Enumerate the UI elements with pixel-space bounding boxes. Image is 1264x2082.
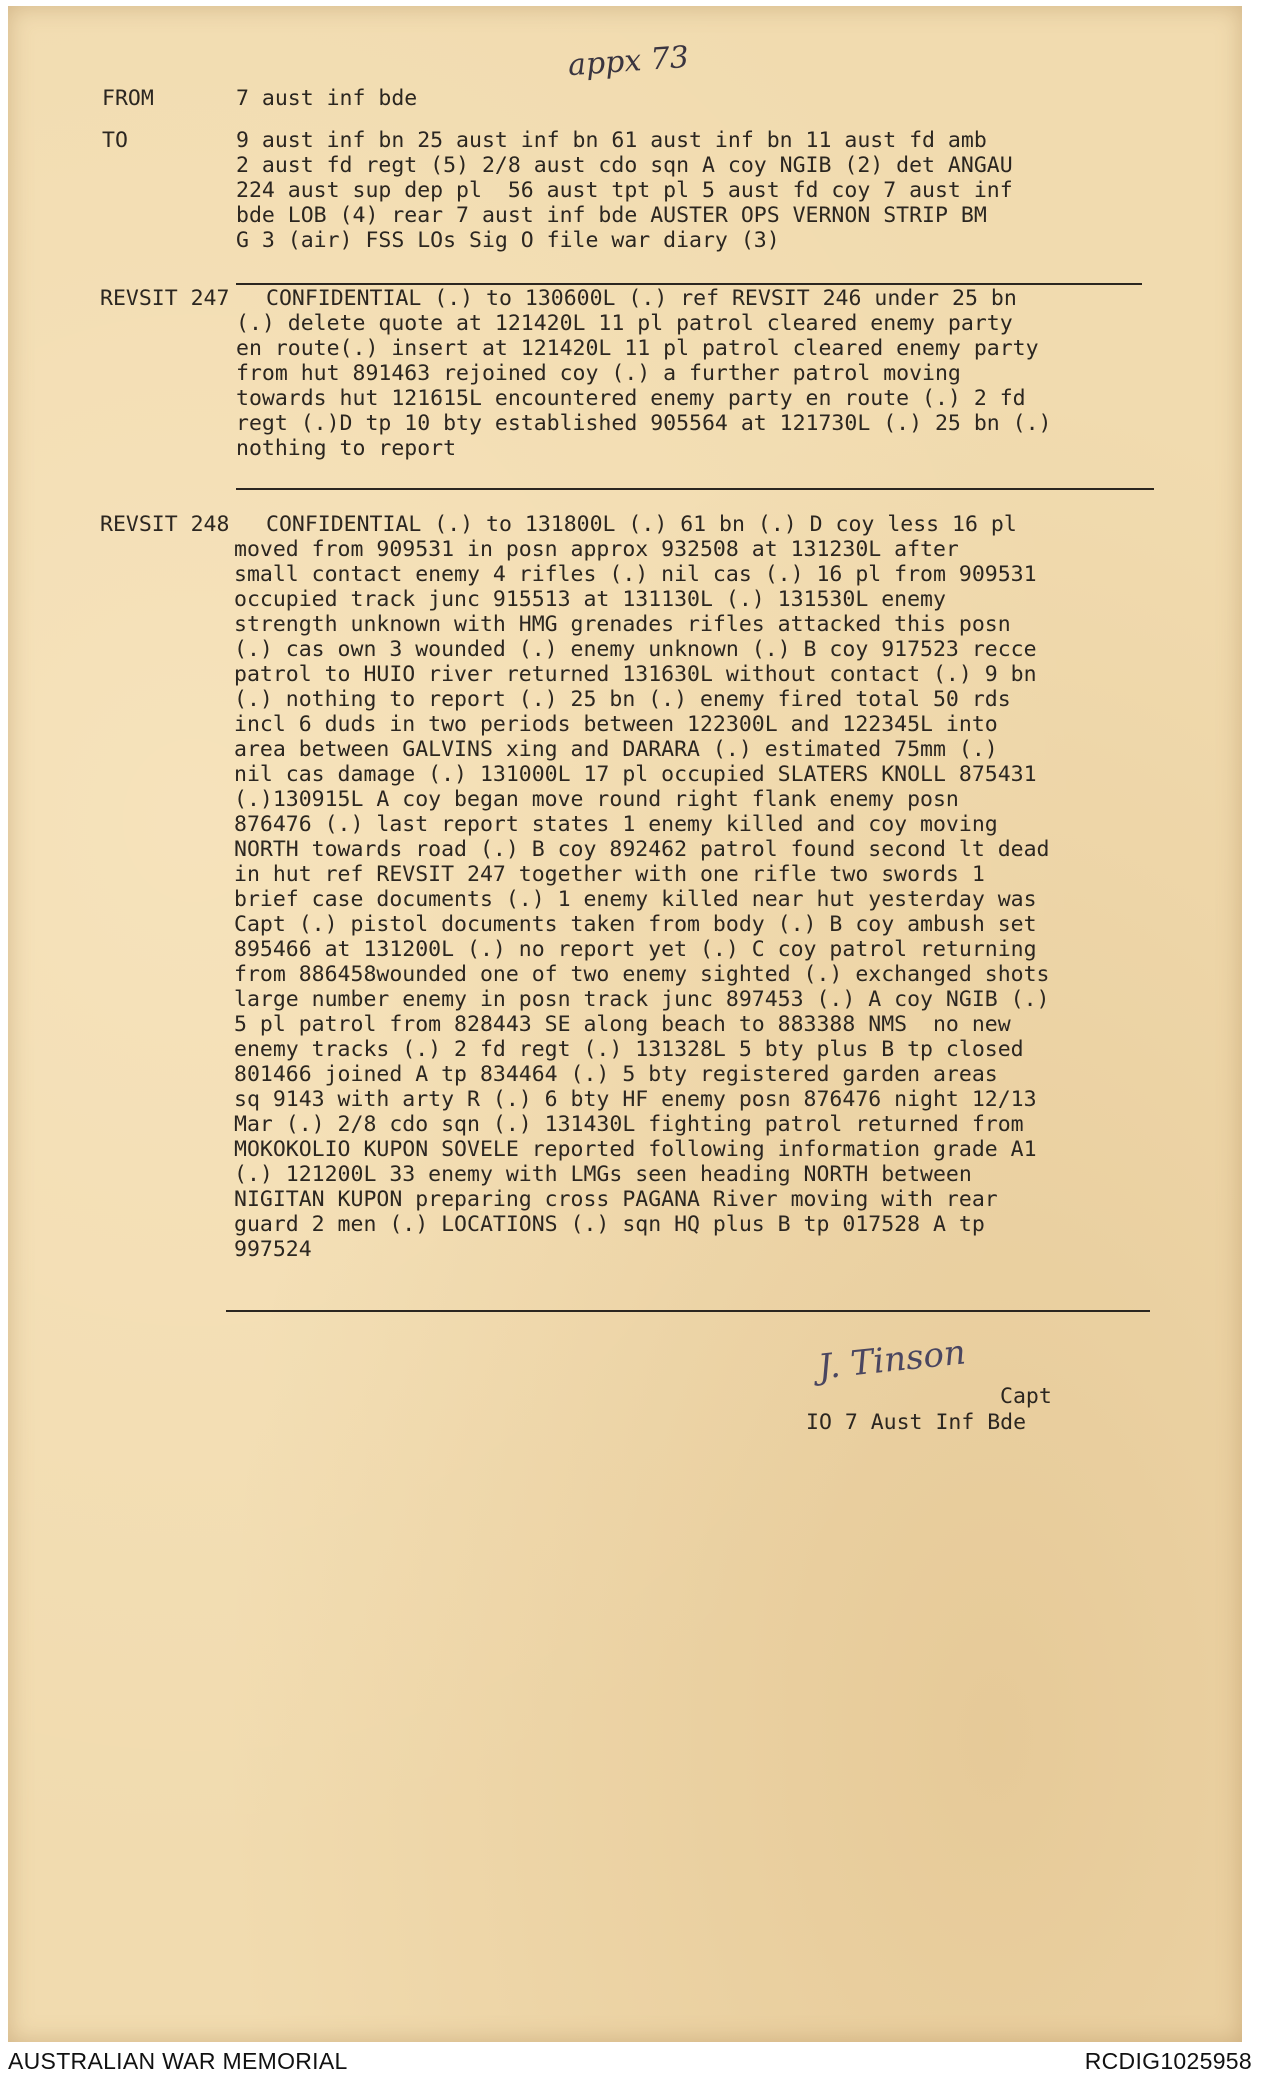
revsit-247-line: CONFIDENTIAL (.) to 130600L (.) ref REVSIT 246 under 25 bn	[266, 286, 1017, 311]
revsit-248-line: Capt (.) pistol documents taken from body (.) B coy ambush set	[234, 912, 1037, 937]
to-line: 224 aust sup dep pl 56 aust tpt pl 5 aust fd coy 7 aust inf	[236, 178, 1013, 203]
revsit-248-line: (.) nothing to report (.) 25 bn (.) enemy fired total 50 rds	[234, 687, 1011, 712]
from-label: FROM	[102, 86, 154, 111]
revsit-248-line: brief case documents (.) 1 enemy killed near hut yesterday was	[234, 887, 1037, 912]
revsit-248-line: area between GALVINS xing and DARARA (.) estimated 75mm (.)	[234, 737, 998, 762]
revsit-248-line: enemy tracks (.) 2 fd regt (.) 131328L 5 bty plus B tp closed	[234, 1037, 1024, 1062]
revsit-248-line: sq 9143 with arty R (.) 6 bty HF enemy posn 876476 night 12/13	[234, 1087, 1037, 1112]
revsit-248-line: small contact enemy 4 rifles (.) nil cas (.) 16 pl from 909531	[234, 562, 1037, 587]
revsit-248-line: guard 2 men (.) LOCATIONS (.) sqn HQ plus B tp 017528 A tp	[234, 1212, 985, 1237]
revsit-248-line: moved from 909531 in posn approx 932508 at 131230L after	[234, 537, 959, 562]
revsit-248-line: 997524	[234, 1237, 312, 1262]
revsit-248-line: 801466 joined A tp 834464 (.) 5 bty registered garden areas	[234, 1062, 998, 1087]
revsit-248-line: Mar (.) 2/8 cdo sqn (.) 131430L fighting patrol returned from	[234, 1112, 1024, 1137]
revsit-248-line: CONFIDENTIAL (.) to 131800L (.) 61 bn (.) D coy less 16 pl	[266, 512, 1017, 537]
revsit-248-line: 5 pl patrol from 828443 SE along beach to 883388 NMS no new	[234, 1012, 1011, 1037]
revsit-248-line: large number enemy in posn track junc 897453 (.) A coy NGIB (.)	[234, 987, 1050, 1012]
revsit-248-line: 895466 at 131200L (.) no report yet (.) C coy patrol returning	[234, 937, 1037, 962]
revsit-248-line: in hut ref REVSIT 247 together with one rifle two swords 1	[234, 862, 985, 887]
revsit-248-line: NIGITAN KUPON preparing cross PAGANA River moving with rear	[234, 1187, 998, 1212]
revsit-248-line: from 886458wounded one of two enemy sighted (.) exchanged shots	[234, 962, 1050, 987]
divider-2	[236, 488, 1154, 490]
revsit-248-line: MOKOKOLIO KUPON SOVELE reported following information grade A1	[234, 1137, 1037, 1162]
divider-1	[236, 283, 1142, 285]
revsit-247-line: nothing to report	[236, 436, 457, 461]
revsit-247-line: from hut 891463 rejoined coy (.) a further patrol moving	[236, 361, 961, 386]
to-line: G 3 (air) FSS LOs Sig O file war diary (3)	[236, 228, 780, 253]
revsit-248-line: (.) 121200L 33 enemy with LMGs seen heading NORTH between	[234, 1162, 972, 1187]
revsit-248-line: 876476 (.) last report states 1 enemy killed and coy moving	[234, 812, 998, 837]
revsit-248-line: patrol to HUIO river returned 131630L without contact (.) 9 bn	[234, 662, 1037, 687]
revsit-248-line: nil cas damage (.) 131000L 17 pl occupied SLATERS KNOLL 875431	[234, 762, 1037, 787]
revsit-248-label: REVSIT 248	[100, 512, 230, 537]
divider-3	[226, 1310, 1150, 1312]
revsit-248-line: (.) cas own 3 wounded (.) enemy unknown (.) B coy 917523 recce	[234, 637, 1037, 662]
signature-appointment: IO 7 Aust Inf Bde	[806, 1410, 1027, 1435]
revsit-248-line: occupied track junc 915513 at 131130L (.) 131530L enemy	[234, 587, 946, 612]
to-line: bde LOB (4) rear 7 aust inf bde AUSTER OPS VERNON STRIP BM	[236, 203, 987, 228]
revsit-247-label: REVSIT 247	[100, 286, 230, 311]
revsit-248-line: NORTH towards road (.) B coy 892462 patrol found second lt dead	[234, 837, 1050, 862]
footer-source: AUSTRALIAN WAR MEMORIAL	[8, 2048, 348, 2074]
revsit-248-line: incl 6 duds in two periods between 122300L and 122345L into	[234, 712, 998, 737]
revsit-247-line: regt (.)D tp 10 bty established 905564 at 121730L (.) 25 bn (.)	[236, 411, 1052, 436]
revsit-247-line: towards hut 121615L encountered enemy party en route (.) 2 fd	[236, 386, 1026, 411]
revsit-247-line: (.) delete quote at 121420L 11 pl patrol cleared enemy party	[236, 311, 1013, 336]
appendix-annotation: appx 73	[566, 39, 691, 84]
to-line: 9 aust inf bn 25 aust inf bn 61 aust inf bn 11 aust fd amb	[236, 128, 987, 153]
signature: J. Tinson	[816, 1332, 968, 1388]
revsit-248-line: (.)130915L A coy began move round right flank enemy posn	[234, 787, 959, 812]
to-line: 2 aust fd regt (5) 2/8 aust cdo sqn A coy NGIB (2) det ANGAU	[236, 153, 1013, 178]
signature-rank: Capt	[1000, 1384, 1052, 1409]
revsit-247-line: en route(.) insert at 121420L 11 pl patrol cleared enemy party	[236, 336, 1039, 361]
footer-id: RCDIG1025958	[1084, 2048, 1252, 2074]
from-value: 7 aust inf bde	[236, 86, 418, 111]
to-label: TO	[102, 128, 128, 153]
revsit-248-line: strength unknown with HMG grenades rifles attacked this posn	[234, 612, 1011, 637]
